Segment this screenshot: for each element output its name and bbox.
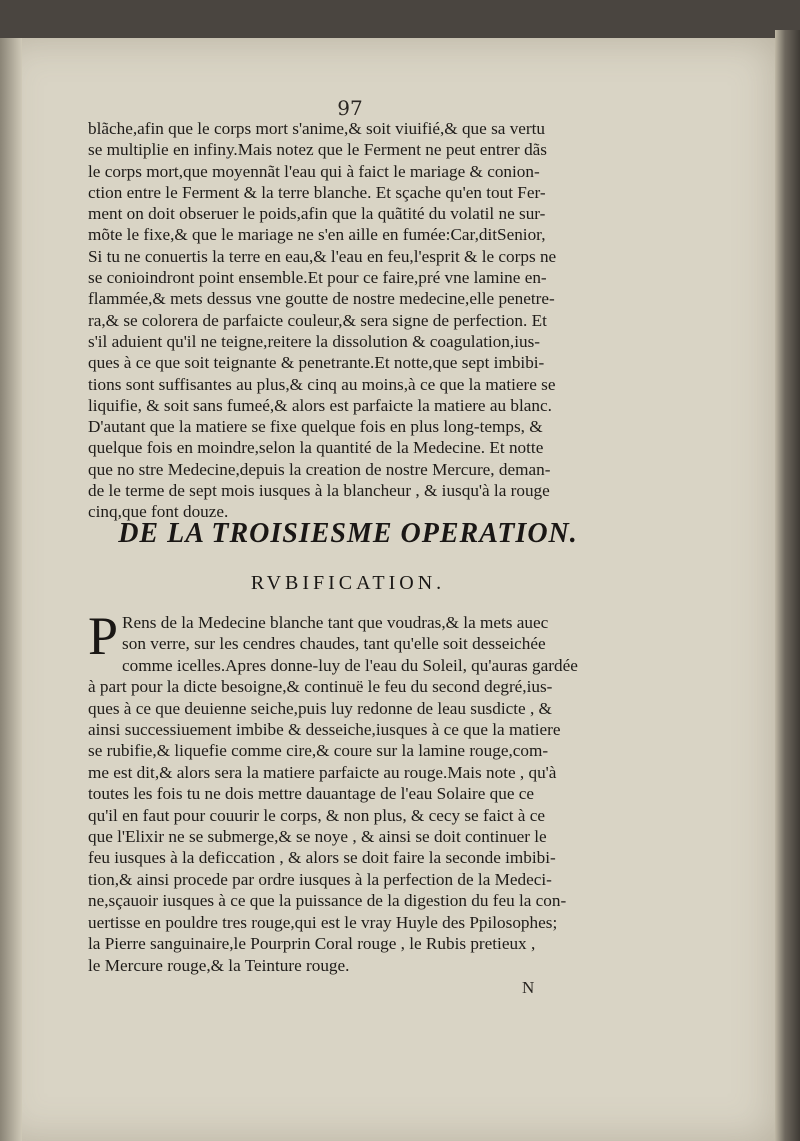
text-line: mõte le fixe,& que le mariage ne s'en aille en fumée:Car,ditSenior, [88,225,546,245]
page-gutter [0,38,22,1141]
text-line: qu'il en faut pour couurir le corps, & non plus, & cecy se faict à ce [88,805,545,825]
text-line: liquifie, & soit sans fumeé,& alors est parfaicte la matiere au blanc. [88,395,552,415]
text-line: tion,& ainsi procede par ordre iusques à la perfection de la Medeci- [88,869,552,889]
text-line: quelque fois en moindre,selon la quantité de la Medecine. Et notte [88,438,544,458]
text-line: cinq,que font douze. [88,502,229,522]
paragraph-rubification [88,606,596,976]
section-heading: DE LA TROISIESME OPERATION. [118,518,578,549]
text-line: blãche,afin que le corps mort s'anime,& soit viuifié,& que sa vertu [88,119,546,138]
text-line: toutes les fois tu ne dois mettre dauantage de l'eau Solaire que ce [88,784,535,804]
text-line: me est dit,& alors sera la matiere parfaicte au rouge.Mais note , qu'à [88,762,557,782]
text-line: de le terme de sept mois iusques à la blancheur , & iusqu'à la rouge [88,481,550,501]
text-line: ques à ce que soit teignante & penetrante.Et notte,que sept imbibi- [88,353,545,373]
text-line: le Mercure rouge,& la Teinture rouge. [88,955,350,975]
text-line: que no stre Medecine,depuis la creation de nostre Mercure, deman- [88,459,551,479]
text-line: s'il aduient qu'il ne teigne,reitere la dissolution & coagulation,ius- [88,331,541,351]
text-line: ction entre le Ferment & la terre blanche. Et sçache qu'en tout Fer- [88,182,546,202]
text-line: comme icelles.Apres donne-luy de l'eau du Soleil, qu'auras gardée [122,655,578,675]
text-line: ment on doit obseruer le poids,afin que la quãtité du volatil ne sur- [88,204,546,224]
text-line: flammée,& mets dessus vne goutte de nostre medecine,elle penetre- [88,289,555,309]
section-subheading: RVBIFICATION. [250,572,446,594]
text-line: se multiplie en infiny.Mais notez que le Ferment ne peut entrer dãs [88,140,547,160]
page-number: 97 [337,96,363,120]
paragraph-continued [88,118,596,523]
text-line: se conioindront point ensemble.Et pour ce faire,pré vne lamine en- [88,268,547,288]
text-line: Si tu ne conuertis la terre en eau,& l'eau en feu,l'esprit & le corps ne [88,246,557,266]
text-line: son verre, sur les cendres chaudes, tant qu'elle soit desseichée [122,634,546,654]
text-line: que l'Elixir ne se submerge,& se noye , & ainsi se doit continuer le [88,827,547,847]
text-line: ainsi successiuement imbibe & desseiche,iusques à ce que la matiere [88,720,561,740]
text-line: la Pierre sanguinaire,le Pourprin Coral rouge , le Rubis pretieux , [88,934,536,954]
text-line: uertisse en pouldre tres rouge,qui est le vray Huyle des Ppilosophes; [88,912,558,932]
text-line: ra,& se colorera de parfaicte couleur,& sera signe de perfection. Et [88,310,547,330]
signature-mark: N [522,978,535,997]
text-line: à part pour la dicte besoigne,& continuë le feu du second degré,ius- [88,677,553,697]
page-edge [775,30,800,1141]
text-line: feu iusques à la deficcation , & alors se doit faire la seconde imbibi- [88,848,556,868]
text-line: tions sont suffisantes au plus,& cinq au moins,à ce que la matiere se [88,374,556,394]
text-line: D'autant que la matiere se fixe quelque fois en plus long-temps, & [88,417,543,437]
text-line: ques à ce que deuienne seiche,puis luy redonne de leau susdicte , & [88,698,552,718]
drop-cap: P [88,606,119,666]
text-line: Rens de la Medecine blanche tant que voudras,& la mets auec [122,613,549,632]
text-line: le corps mort,que moyennãt l'eau qui à faict le mariage & conion- [88,161,540,181]
text-line: se rubifie,& liquefie comme cire,& coure sur la lamine rouge,com- [88,741,549,761]
text-line: ne,sçauoir iusques à ce que la puissance de la digestion du feu la con- [88,891,567,911]
